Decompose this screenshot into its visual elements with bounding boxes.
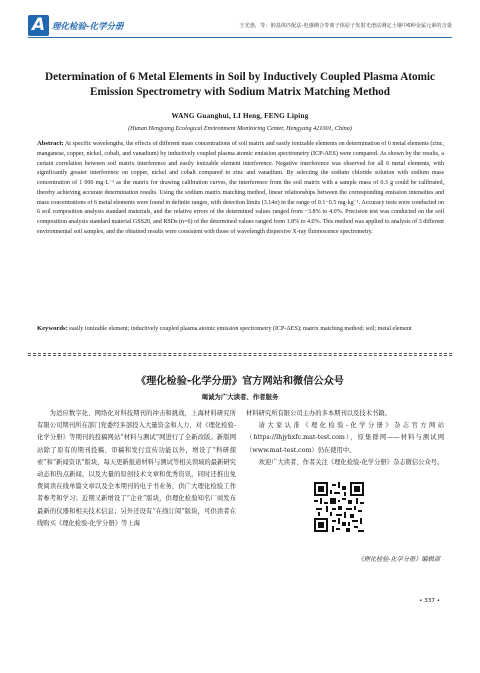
editorial-signature: 《理化检验-化学分册》编辑部	[357, 556, 440, 563]
notice-title: 《理化检验-化学分册》官方网站和微信公众号	[136, 376, 344, 387]
notice-subtitle: 竭诚为广大读者、作者服务	[201, 393, 279, 401]
keywords-label: Keywords:	[37, 325, 68, 332]
abstract-label: Abstract:	[37, 140, 64, 147]
logo-letter: A	[32, 15, 46, 35]
article-authors: WANG Guanghui, LI Heng, FENG Liping	[171, 112, 309, 120]
notice-website-paragraph: 请大家认准《理化检验-化学分册》杂志官方网站（https://lhjyhxfc.mat-test.com），原集群网——材料与测试网（www.mat-test.com）仍在使用中。	[246, 422, 444, 454]
journal-name: 理化检验-化学分册	[52, 22, 124, 32]
article-affiliation: (Hunan Hengyang Ecological Environment Monitoring Center, Hengyang 421001, China)	[128, 125, 352, 132]
abstract-text: At specific wavelengths, the effects of different mass concentrations of soil matrix and easily ionizable elements on determination of 6 metal elements (zinc, manganese, copper, nickel, cobalt, and vanadium) by inductively coupled plasma atomic emission spectrometry (ICP-AES) were compared. As shown by the results, a certain correlation between soil matrix interference and easily ionizable element interference. Negative interference was observed for all 6 metal elements, with significantly greater interference on copper, nickel and cobalt compared to zinc and vanadium. By selecting the sodium chloride solution with sodium mass concentration of 1 000 mg·L⁻¹ as the matrix for drawing calibration curves, the interference from the soil matrix with a sample mass of 0.3 g could be calibrated, thereby achieving accurate determination results. Using the sodium matrix matching method, linear relationships between the corresponding emission intensities and mass concentrations of 6 metal elements were found in definite ranges, with detection limits (3.14σ) in the range of 0.1−0.5 mg·kg⁻¹. Accuracy tests were conducted on 6 soil composition analysis standard materials, and the relative errors of the determined values ranged from −3.8% to 4.0%. Precision test was conducted on the soil composition analysis standard material GSS20, and RSDs (n=6) of the determined values ranged from 1.8% to 4.0%. This method was applied to analysis of 3 different environmental soil samples, and the obtained results were consistent with those of wavelength dispersive X-ray fluorescence spectrometry.	[37, 141, 444, 235]
running-title: 王光惠，等：钠基体匹配法-电感耦合等离子体原子发射光谱法测定土壤中6种金属元素的含量	[239, 23, 452, 29]
notice-wechat-paragraph: 欢迎广大读者、作者关注《理化检验-化学分册》杂志微信公众号。	[258, 458, 444, 466]
page-header	[28, 14, 452, 38]
notice-right-column	[246, 408, 444, 469]
abstract	[37, 139, 444, 238]
section-divider	[28, 353, 452, 356]
keywords	[37, 324, 444, 335]
wechat-qr-code-icon[interactable]	[314, 482, 364, 532]
notice-left-column: 为适应数字化、网络化对科技期刊的冲击和挑战，上海材料研究所有限公司期刊所在部门党委经多部投入大量资金和人力，对《理化检验-化学分册》等期刊的投稿网站“材料与测试”网进行了全新改版。新版网站除了原有的期刊投稿、审稿和发行宣传功能以外，增设了“科研探索”和“新闻资讯”版块，每天更新报道材料与测试等相关领域的最新研究动态和热点新闻，以及大量的原创技术文章和优秀资讯，同时还推出免费阅读在线单篇文章以及全本期刊的电子书业务，供广大理化检验工作者参考和学习；近期又新增设了“企业”版块，供理化检验知名厂商发布最新的仪器和相关技术信息；另外还设有“在线订阅”版块，可供读者在线购买《理化检验-化学分册》等上海	[37, 410, 236, 527]
notice-right-continuation: 材料研究所有限公司主办的多本期刊以及技术书籍。	[246, 410, 391, 417]
logo-badge	[28, 15, 49, 36]
page-number: • 337 •	[419, 598, 440, 604]
article-title: Determination of 6 Metal Elements in Soil by Inductively Coupled Plasma Atomic Emission Spectrometry with Sodium Matrix Matching Method	[45, 71, 435, 98]
journal-logo	[28, 15, 140, 36]
keywords-text: easily ionizable element; inductively coupled plasma atomic emission spectrometry (ICP-AES); matrix matching method; soil; metal element	[69, 326, 412, 332]
